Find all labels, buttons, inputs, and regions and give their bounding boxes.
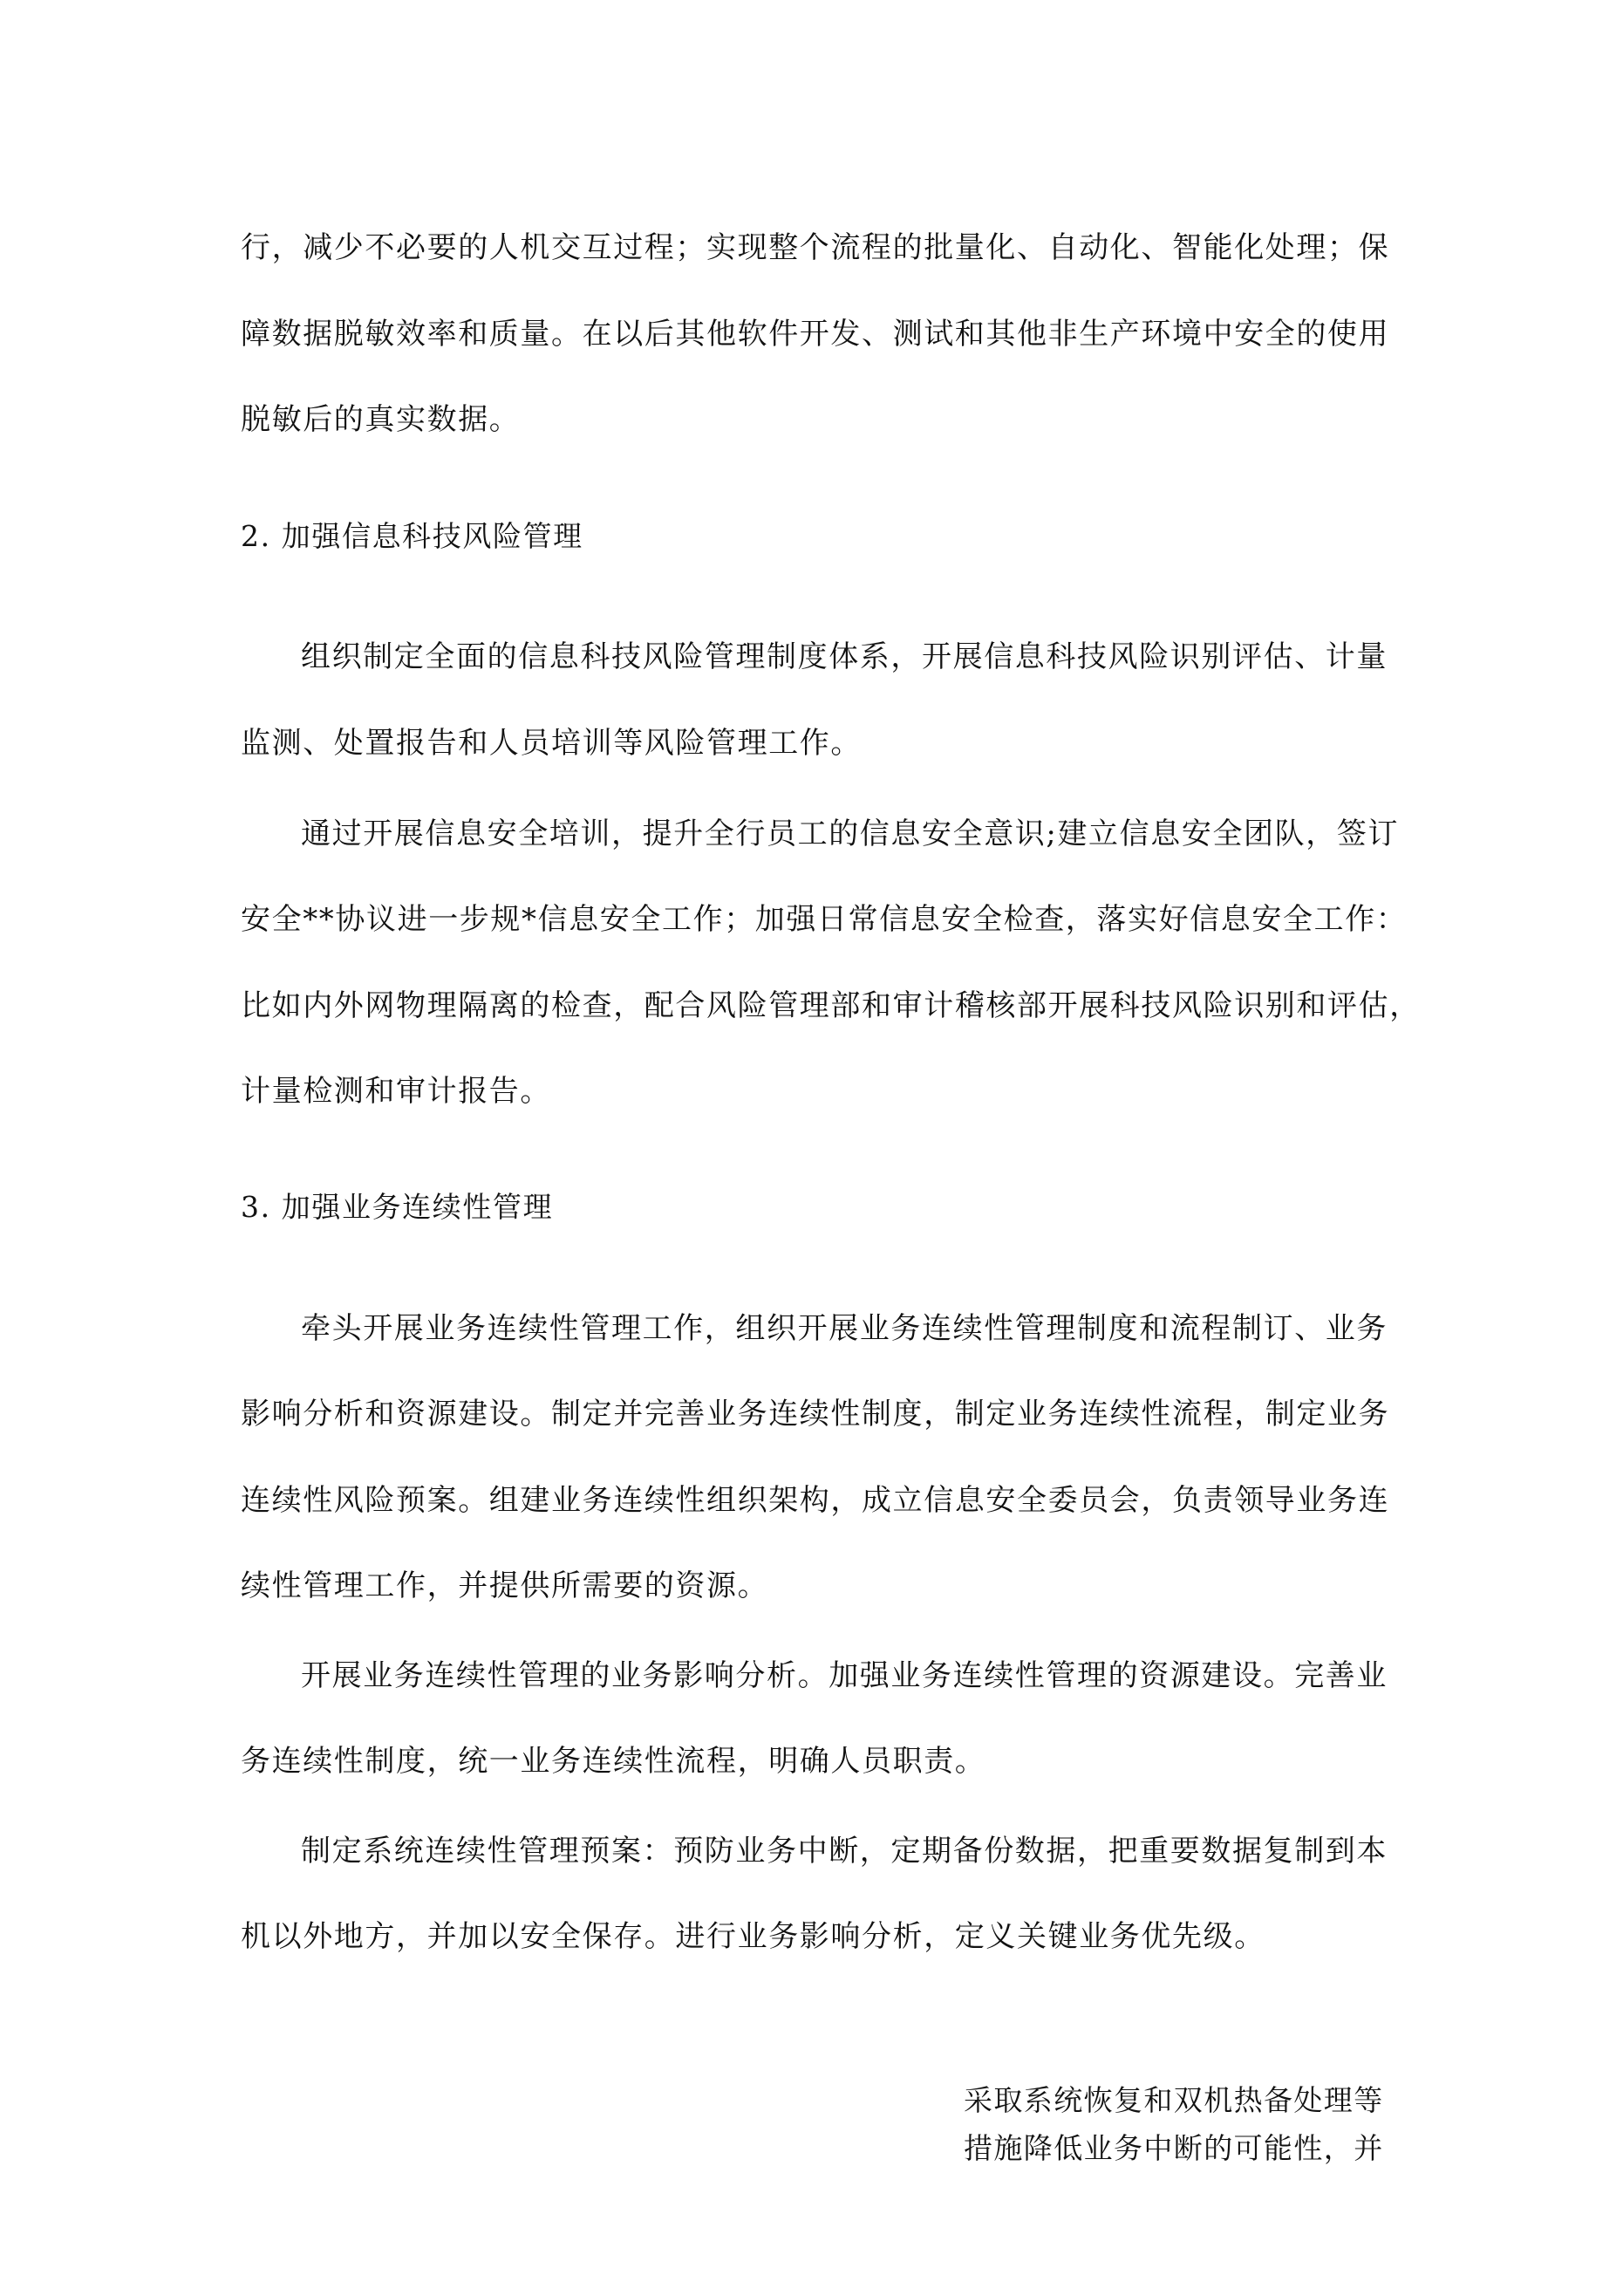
section2-para2-line: 安全**协议进一步规*信息安全工作；加强日常信息安全检查，落实好信息安全工作： [241, 902, 1408, 937]
trailing-text-line: 措施降低业务中断的可能性，并 [964, 2131, 1384, 2165]
section3-para3-line: 机以外地方，并加以安全保存。进行业务影响分析，定义关键业务优先级。 [241, 1919, 1265, 1954]
section3-para2-line: 务连续性制度，统一业务连续性流程，明确人员职责。 [241, 1744, 986, 1779]
section2-para2-line: 计量检测和审计报告。 [241, 1074, 551, 1109]
section3-para3-line: 制定系统连续性管理预案：预防业务中断，定期备份数据，把重要数据复制到本 [301, 1834, 1388, 1869]
trailing-text-line: 采取系统恢复和双机热备处理等 [964, 2083, 1384, 2117]
section-heading-business-continuity: 3. 加强业务连续性管理 [241, 1190, 554, 1224]
section-heading-risk-management: 2. 加强信息科技风险管理 [241, 519, 583, 553]
section3-para1-line: 影响分析和资源建设。制定并完善业务连续性制度，制定业务连续性流程，制定业务 [241, 1397, 1390, 1432]
section2-para2-line: 比如内外网物理隔离的检查，配合风险管理部和审计稽核部开展科技风险识别和评估， [241, 988, 1421, 1023]
section2-para1-line: 组织制定全面的信息科技风险管理制度体系，开展信息科技风险识别评估、计量 [301, 639, 1388, 674]
section3-para1-line: 连续性风险预案。组建业务连续性组织架构，成立信息安全委员会，负责领导业务连 [241, 1483, 1390, 1518]
section3-para1-line: 牵头开展业务连续性管理工作，组织开展业务连续性管理制度和流程制订、业务 [301, 1311, 1388, 1346]
intro-line: 脱敏后的真实数据。 [241, 402, 521, 437]
section2-para2-line: 通过开展信息安全培训，提升全行员工的信息安全意识;建立信息安全团队，签订 [301, 817, 1400, 851]
section3-para1-line: 续性管理工作，并提供所需要的资源。 [241, 1568, 769, 1603]
section3-para2-line: 开展业务连续性管理的业务影响分析。加强业务连续性管理的资源建设。完善业 [301, 1658, 1388, 1693]
intro-line: 障数据脱敏效率和质量。在以后其他软件开发、测试和其他非生产环境中安全的使用 [241, 317, 1390, 352]
section2-para1-line: 监测、处置报告和人员培训等风险管理工作。 [241, 726, 862, 761]
trailing-text-block [964, 2076, 1417, 2172]
intro-line: 行，减少不必要的人机交互过程；实现整个流程的批量化、自动化、智能化处理；保 [241, 230, 1390, 265]
